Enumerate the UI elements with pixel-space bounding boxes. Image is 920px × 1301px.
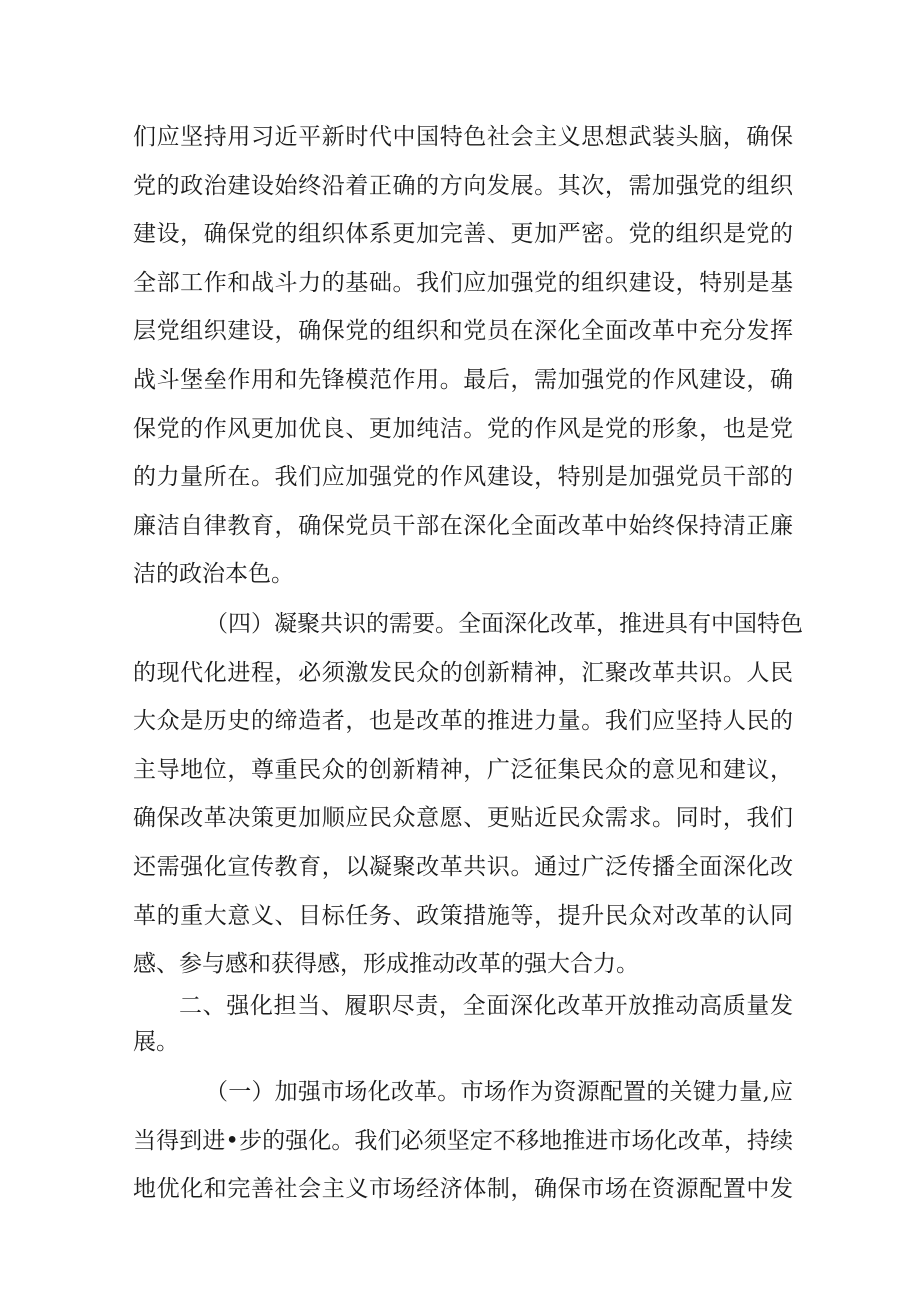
text-line: 全部工作和战斗力的基础。我们应加强党的组织建设，特别是基 [133, 269, 793, 296]
text-line: 党的政治建设始终沿着正确的方向发展。其次，需加强党的组织 [133, 172, 793, 199]
text-line: 还需强化宣传教育，以凝聚改革共识。通过广泛传播全面深化改 [133, 853, 793, 880]
paragraph-market-reform [133, 1068, 793, 1214]
heading-section-two [133, 988, 793, 1060]
text-line: 当得到进•步的强化。我们必须坚定不移地推进市场化改革，持续 [133, 1127, 793, 1154]
text-line: 层党组织建设，确保党的组织和党员在深化全面改革中充分发挥 [133, 318, 793, 345]
text-line: 大众是历史的缔造者，也是改革的推进力量。我们应坚持人民的 [133, 708, 793, 735]
text-line: 廉洁自律教育，确保党员干部在深化全面改革中始终保持清正廉 [133, 512, 793, 539]
text-line: 革的重大意义、目标任务、政策措施等，提升民众对改革的认同 [133, 902, 793, 929]
text-line: 战斗堡垒作用和先锋模范作用。最后，需加强党的作风建设，确 [133, 366, 793, 393]
section-heading-line: 展。 [133, 1029, 179, 1055]
text-line: 洁的政治本色。 [133, 561, 294, 588]
text-line: 主导地位，尊重民众的创新精神，广泛征集民众的意见和建议， [133, 756, 793, 783]
text-line: 建设，确保党的组织体系更加完善、更加严密。党的组织是党的 [133, 221, 793, 248]
text-line: 地优化和完善社会主义市场经济体制，确保市场在资源配置中发 [133, 1176, 793, 1203]
text-line: 保党的作风更加优良、更加纯洁。党的作风是党的形象，也是党 [133, 415, 793, 442]
paragraph-party-building [133, 113, 793, 599]
text-line: 感、参与感和获得感，形成推动改革的强大合力。 [133, 951, 639, 978]
text-line: （四）凝聚共识的需要。全面深化改革，推进具有中国特色 [205, 611, 803, 637]
text-line: 的力量所在。我们应加强党的作风建设，特别是加强党员干部的 [133, 464, 793, 491]
text-line: 确保改革决策更加顺应民众意愿、更贴近民众需求。同时，我们 [133, 805, 793, 832]
paragraph-consensus [133, 600, 803, 989]
text-line: （一）加强市场化改革。市场作为资源配置的关键力量,应 [205, 1079, 793, 1105]
section-heading-line: 二、强化担当、履职尽责，全面深化改革开放推动高质量发 [179, 993, 793, 1019]
text-line: 的现代化进程，必须激发民众的创新精神，汇聚改革共识。人民 [133, 659, 793, 686]
text-line: 们应坚持用习近平新时代中国特色社会主义思想武装头脑，确保 [133, 124, 793, 150]
